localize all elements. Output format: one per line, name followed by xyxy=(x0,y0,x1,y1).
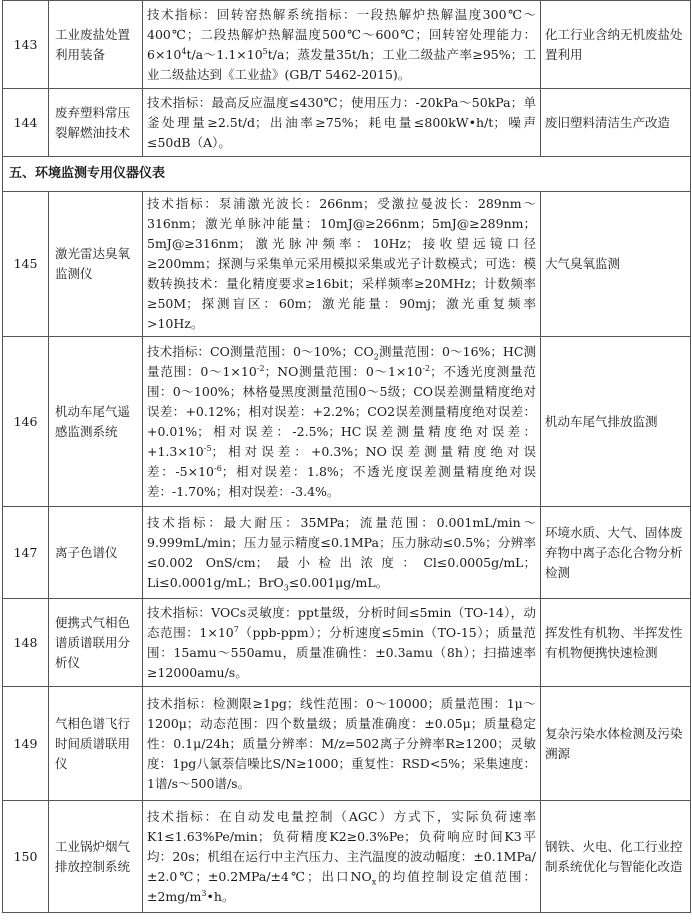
application-field: 环境水质、大气、固体废弃物中离子态化合物分析检测 xyxy=(541,507,691,599)
table-row xyxy=(3,687,691,801)
row-number: 144 xyxy=(3,89,49,157)
section-title: 五、环境监测专用仪器仪表 xyxy=(3,157,691,192)
technical-spec: 技术指标：泵浦激光波长：266nm；受激拉曼波长：289nm～316nm；激光单脉冲能量：10mJ@≥266nm；5mJ@≥289nm；5mJ@≥316nm；激光脉冲频率：10Hz；接收望远镜口径≥200mm；探测与采集单元采用模拟采集或光子计数模式；可选：模数转换技术：量化精度要求≥16bit；采样频率≥20MHz；计数频率≥50M；探测盲区：60m；激光能量：90mj；激光重复频率>10Hz。 xyxy=(143,192,541,337)
product-name: 气相色谱飞行时间质谱联用仪 xyxy=(49,687,143,801)
technical-spec: 技术指标：检测限≥1pg；线性范围：0～10000；质量范围：1μ～1200μ；动态范围：四个数量级；质量准确度：±0.05μ；质量稳定性：0.1μ/24h；质量分辨率：M/z=502离子分辨率R≥1200；灵敏度：1pg八氯萘信噪比S/N≥1000；重复性：RSD<5%；采集速度：1谱/s～500谱/s。 xyxy=(143,687,541,801)
row-number: 143 xyxy=(3,1,49,89)
table-row xyxy=(3,192,691,337)
technical-spec: 技术指标：最高反应温度≤430℃；使用压力：-20kPa～50kPa；单釜处理量≥2.5t/d；出油率≥75%；耗电量≤800kW•h/t；噪声≤50dB（A）。 xyxy=(143,89,541,157)
table-row xyxy=(3,507,691,599)
application-field: 挥发性有机物、半挥发性有机物便携快速检测 xyxy=(541,599,691,687)
product-name: 工业废盐处置利用装备 xyxy=(49,1,143,89)
technical-spec: 技术指标：VOCs灵敏度：ppt量级，分析时间≤5min（TO-14），动态范围：$1\times 10^7(ppb-ppm)$；分析速度≤5min（TO-15）；质量范围：15amu～550amu，质量准确性：±0.3amu（8h）；扫描速率≥12000amu/s。 xyxy=(143,599,541,687)
technical-spec: 技术指标：在自动发电量控制（AGC）方式下，实际负荷速率K1≤1.63%Pe/min；负荷精度K2≥0.3%Pe；负荷响应时间K3平均：20s；机组在运行中主汽压力、主汽温度的波动幅度：±0.1MPa/±2.0℃；±0.2MPa/±4℃；出口$NO_x$的均值控制设定值范围：$\pm 2mg/m^3•h$。 xyxy=(143,801,541,913)
technical-spec: 技术指标：最大耐压：35MPa；流量范围：0.001mL/min～9.999mL/min；压力显示精度≤0.1MPa；压力脉动≤0.5%；分辨率≤0.002 OnS/cm；最小检出浓度：Cl≤0.0005g/mL；Li≤0.0001g/mL；BrO$_3$≤0.001μg/mL。 xyxy=(143,507,541,599)
product-name: 工业锅炉烟气排放控制系统 xyxy=(49,801,143,913)
table-row xyxy=(3,1,691,89)
row-number: 146 xyxy=(3,337,49,507)
row-number: 147 xyxy=(3,507,49,599)
application-field: 废旧塑料清洁生产改造 xyxy=(541,89,691,157)
application-field: 化工行业含纳无机废盐处置利用 xyxy=(541,1,691,89)
product-name: 便携式气相色谱质谱联用分析仪 xyxy=(49,599,143,687)
table-row xyxy=(3,599,691,687)
product-name: 机动车尾气遥感监测系统 xyxy=(49,337,143,507)
row-number: 150 xyxy=(3,801,49,913)
product-name: 离子色谱仪 xyxy=(49,507,143,599)
product-name: 激光雷达臭氧监测仪 xyxy=(49,192,143,337)
equipment-table xyxy=(2,0,691,913)
row-number: 149 xyxy=(3,687,49,801)
table-row xyxy=(3,337,691,507)
section-row xyxy=(3,157,691,192)
row-number: 145 xyxy=(3,192,49,337)
technical-spec: 技术指标：回转窑热解系统指标：一段热解炉热解温度300℃～400℃；二段热解炉热解温度500℃～600℃；回转窑处理能力：$6\times 10^4t/a\sim 1.1\times 10^5t/a$；蒸发量35t/h；工业二级盐产率≥95%；工业二级盐达到《工业盐》(GB/T 5462-2015)。 xyxy=(143,1,541,89)
technical-spec: 技术指标：CO测量范围：0～10%；$CO_2$测量范围：0～16%；HC测量范围：$0\sim 1\times 10^{-2}$；NO测量范围：$0\sim 1\times 10^{-2}$；不透光度测量范围：0～100%；林格曼黑度测量范围0～5级；CO误差测量精度绝对误差：+0.12%；相对误差：+2.2%；CO2误差测量精度绝对误差：+0.01%；相对误差：-2.5%；HC误差测量精度绝对误差：$+1.3\times 10^{-5}$；相对误差：+0.3%；NO误差测量精度绝对误差：$-5\times 10^{-6}$；相对误差：1.8%；不透光度误差测量精度绝对误差：-1.70%；相对误差：-3.4%。 xyxy=(143,337,541,507)
application-field: 复杂污染水体检测及污染溯源 xyxy=(541,687,691,801)
table-row xyxy=(3,801,691,913)
row-number: 148 xyxy=(3,599,49,687)
application-field: 机动车尾气排放监测 xyxy=(541,337,691,507)
table-row xyxy=(3,89,691,157)
application-field: 钢铁、火电、化工行业控制系统优化与智能化改造 xyxy=(541,801,691,913)
application-field: 大气臭氧监测 xyxy=(541,192,691,337)
product-name: 废弃塑料常压裂解燃油技术 xyxy=(49,89,143,157)
